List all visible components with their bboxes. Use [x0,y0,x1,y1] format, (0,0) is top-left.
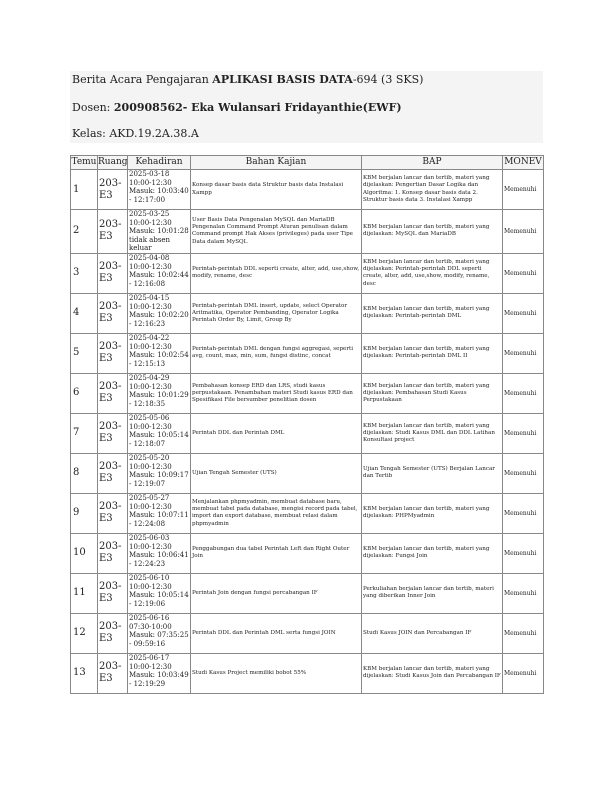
table-row [71,493,544,533]
attendance-cell [128,210,191,254]
check-in-time: Masuk: 10:09:17 - 12:19:07 [129,471,189,488]
meeting-number: 4 [71,293,98,333]
table-row [71,293,544,333]
meeting-number: 5 [71,333,98,373]
room-cell: 203-E3 [98,210,128,254]
table-row [71,210,544,254]
topic-cell: Perintah-perintah DML dengan fungsi aggregasi, seperti avg, count, max, min, sum, fungsi distinc, concat [191,333,362,373]
attendance-cell [128,493,191,533]
bap-cell: KBM berjalan lancar dan tertib, materi yang dijelaskan: Perintah-perintah DML [362,293,503,333]
topic-cell: Konsep dasar basis data Struktur basis data Instalasi Xampp [191,170,362,210]
column-header: MONEV [503,156,544,170]
bap-cell: KBM berjalan lancar dan tertib, materi yang dijelaskan: Perintah-perintah DDL seperti create, alter, add, use,show, modify, rename, desc [362,253,503,293]
check-in-time: Masuk: 10:01:28 tidak absen keluar [129,227,189,253]
meeting-number: 11 [71,573,98,613]
monev-cell: Memenuhi [503,170,544,210]
course-name: APLIKASI BASIS DATA [212,73,353,86]
table-row [71,453,544,493]
table-row [71,573,544,613]
column-header: Temu [71,156,98,170]
attendance-cell [128,613,191,653]
schedule-time: 2025-04-08 10:00-12:30 [129,253,172,271]
lecturer-label: Dosen: [72,101,114,114]
attendance-cell [128,573,191,613]
meeting-number: 7 [71,413,98,453]
monev-cell: Memenuhi [503,493,544,533]
check-in-time: Masuk: 10:02:44 - 12:16:08 [129,271,189,288]
monev-cell: Memenuhi [503,373,544,413]
column-header: Ruang [98,156,128,170]
room-cell: 203-E3 [98,170,128,210]
schedule-time: 2025-05-06 10:00-12:30 [129,413,172,431]
table-row [71,373,544,413]
topic-cell: Menjalankan phpmyadmin, membuat database baru, membuat tabel pada database, mengisi record pada tabel, import dan export database, membuat relasi dalam phpmyadmin [191,493,362,533]
attendance-cell [128,533,191,573]
check-in-time: Masuk: 10:01:29 - 12:18:35 [129,391,189,408]
topic-cell: Pembahasan konsep ERD dan LRS, studi kasus perpustakaan. Penambahan materi Studi kasus ERD dan Spesifikasi File bersumber penelitian dosen [191,373,362,413]
attendance-cell [128,293,191,333]
document-header [70,71,543,143]
room-cell: 203-E3 [98,573,128,613]
schedule-time: 2025-06-16 07:30-10:00 [129,613,172,631]
meeting-number: 8 [71,453,98,493]
bap-cell: KBM berjalan lancar dan tertib, materi yang dijelaskan: Pengertian Dasar Logika dan Algoritma: 1. Konsep dasar basis data 2. Struktur basis data 3. Instalasi Xampp [362,170,503,210]
attendance-cell [128,413,191,453]
attendance-cell [128,333,191,373]
meeting-number: 10 [71,533,98,573]
check-in-time: Masuk: 07:35:25 - 09:59:16 [129,631,189,648]
meeting-number: 9 [71,493,98,533]
attendance-table [70,155,544,694]
schedule-time: 2025-03-18 10:00-12:30 [129,170,172,187]
topic-cell: Penggabungan dua tabel Perintah Left dan Right Outer Join [191,533,362,573]
bap-cell: KBM berjalan lancar dan tertib, materi yang dijelaskan: PHPMyadmin [362,493,503,533]
bap-cell: KBM berjalan lancar dan tertib, materi yang dijelaskan: Studi Kasus Join dan Percabangan IF [362,653,503,693]
room-cell: 203-E3 [98,253,128,293]
monev-cell: Memenuhi [503,413,544,453]
table-row [71,653,544,693]
room-cell: 203-E3 [98,493,128,533]
room-cell: 203-E3 [98,653,128,693]
column-header: BAP [362,156,503,170]
meeting-number: 6 [71,373,98,413]
course-title-prefix: Berita Acara Pengajaran [72,73,213,86]
schedule-time: 2025-05-27 10:00-12:30 [129,493,172,511]
column-header: Kehadiran [128,156,191,170]
attendance-cell [128,653,191,693]
column-header: Bahan Kajian [191,156,362,170]
check-in-time: Masuk: 10:05:14 - 12:18:07 [129,431,189,448]
topic-cell: Ujian Tengah Semester (UTS) [191,453,362,493]
schedule-time: 2025-06-10 10:00-12:30 [129,573,172,591]
table-header-row [71,156,544,170]
meeting-number: 2 [71,210,98,254]
bap-cell: KBM berjalan lancar dan tertib, materi yang dijelaskan: MySQL dan MariaDB [362,210,503,254]
attendance-cell [128,253,191,293]
table-row [71,333,544,373]
meeting-number: 1 [71,170,98,210]
meeting-number: 12 [71,613,98,653]
schedule-time: 2025-04-29 10:00-12:30 [129,373,172,391]
schedule-time: 2025-04-22 10:00-12:30 [129,333,172,351]
topic-cell: Perintah DDL dan Perintah DML [191,413,362,453]
check-in-time: Masuk: 10:02:20 - 12:16:23 [129,311,189,328]
room-cell: 203-E3 [98,333,128,373]
topic-cell: Perintah DDL dan Perintah DML serta fungsi JOIN [191,613,362,653]
topic-cell: Perintah-perintah DML insert, update, select Operator Aritmatika, Operator Pembanding, Operator Logika Perintah Order By, Limit, Group By [191,293,362,333]
table-row [71,613,544,653]
table-row [71,170,544,210]
room-cell: 203-E3 [98,453,128,493]
monev-cell: Memenuhi [503,573,544,613]
topic-cell: Perintah-perintah DDL seperti create, alter, add, use,show, modify, rename, desc [191,253,362,293]
topic-cell: Studi Kasus Project memiliki bobot 55% [191,653,362,693]
monev-cell: Memenuhi [503,333,544,373]
monev-cell: Memenuhi [503,253,544,293]
bap-cell: KBM berjalan lancar dan tertib, materi yang dijelaskan: Studi Kasus DML dan DDL Latihan Konsultasi project [362,413,503,453]
room-cell: 203-E3 [98,373,128,413]
attendance-cell [128,170,191,210]
check-in-time: Masuk: 10:03:40 - 12:17:00 [129,187,189,204]
monev-cell: Memenuhi [503,210,544,254]
room-cell: 203-E3 [98,413,128,453]
bap-cell: Perkuliahan berjalan lancar dan tertib, materi yang diberikan Inner Join [362,573,503,613]
class-line: Kelas: AKD.19.2A.38.A [72,127,199,140]
attendance-cell [128,453,191,493]
check-in-time: Masuk: 10:06:41 - 12:24:23 [129,551,189,568]
schedule-time: 2025-04-15 10:00-12:30 [129,293,172,311]
bap-cell: Ujian Tengah Semester (UTS) Berjalan Lancar dan Tertib [362,453,503,493]
monev-cell: Memenuhi [503,613,544,653]
monev-cell: Memenuhi [503,293,544,333]
meeting-number: 13 [71,653,98,693]
schedule-time: 2025-05-20 10:00-12:30 [129,453,172,471]
topic-cell: Perintah Join dengan fungsi percabangan IF [191,573,362,613]
table-row [71,533,544,573]
room-cell: 203-E3 [98,293,128,333]
meeting-number: 3 [71,253,98,293]
bap-cell: Studi Kasus JOIN dan Percabangan IF [362,613,503,653]
monev-cell: Memenuhi [503,653,544,693]
schedule-time: 2025-06-03 10:00-12:30 [129,533,172,551]
attendance-cell [128,373,191,413]
lecturer-name: 200908562- Eka Wulansari Fridayanthie(EWF) [113,101,402,114]
schedule-time: 2025-03-25 10:00-12:30 [129,210,172,227]
check-in-time: Masuk: 10:03:49 - 12:19:29 [129,671,189,688]
monev-cell: Memenuhi [503,533,544,573]
bap-cell: KBM berjalan lancar dan tertib, materi yang dijelaskan: Fungsi Join [362,533,503,573]
course-code: -694 (3 SKS) [352,73,424,86]
room-cell: 203-E3 [98,613,128,653]
course-title [72,73,423,86]
bap-cell: KBM berjalan lancar dan tertib, materi yang dijelaskan: Pembahasan Studi Kasus Perpustakaan [362,373,503,413]
monev-cell: Memenuhi [503,453,544,493]
check-in-time: Masuk: 10:07:11 - 12:24:08 [129,511,189,528]
bap-cell: KBM berjalan lancar dan tertib, materi yang dijelaskan: Perintah-perintah DML II [362,333,503,373]
table-row [71,253,544,293]
schedule-time: 2025-06-17 10:00-12:30 [129,653,172,671]
check-in-time: Masuk: 10:05:14 - 12:19:06 [129,591,189,608]
table-row [71,413,544,453]
topic-cell: User Basis Data Pengenalan MySQL dan MariaDB Pengenalan Command Prompt Aturan penulisan dalam Command prompt Hak Akses (privileges) pada user Tipe Data dalam MySQL [191,210,362,254]
room-cell: 203-E3 [98,533,128,573]
check-in-time: Masuk: 10:02:54 - 12:15:13 [129,351,189,368]
lecturer-line [72,101,402,114]
